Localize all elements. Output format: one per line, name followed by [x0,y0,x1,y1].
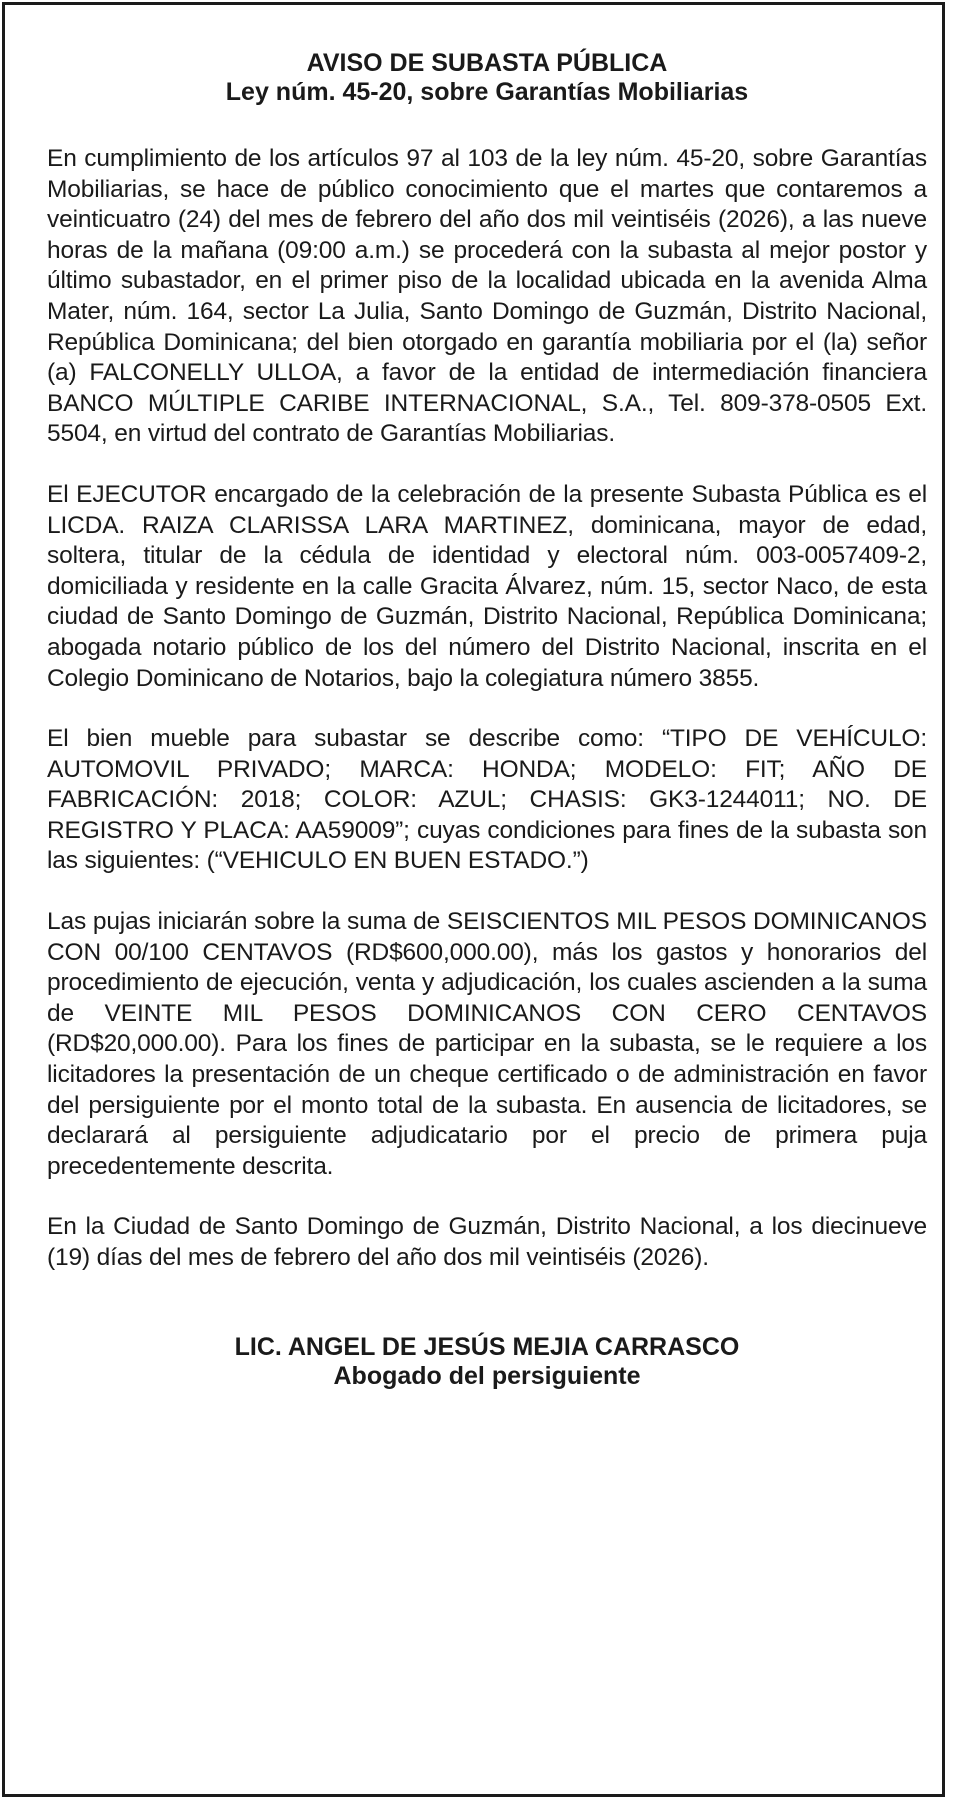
paragraph-executor: El EJECUTOR encargado de la celebración de la presente Subasta Pública es el LICDA. RAIZA CLARISSA LARA MARTINEZ, dominicana, mayor de edad, soltera, titular de la cédula de identidad y electoral núm. 003-0057409-2, domiciliada y residente en la calle Gracita Álvarez, núm. 15, sector Naco, de esta ciudad de Santo Domingo de Guzmán, Distrito Nacional, República Dominicana; abogada notario público de los del número del Distrito Nacional, inscrita en el Colegio Dominicano de Notarios, bajo la colegiatura número 3855. [47,480,927,692]
paragraph-date-place: En la Ciudad de Santo Domingo de Guzmán, Distrito Nacional, a los diecinueve (19) días del mes de febrero del año dos mil veintiséis (2026). [47,1213,927,1271]
signature-role: Abogado del persiguiente [333,1361,641,1390]
notice-body [47,144,927,1274]
paragraph-announcement: En cumplimiento de los artículos 97 al 103 de la ley núm. 45-20, sobre Garantías Mobiliarias, se hace de público conocimiento que el martes que contaremos a veinticuatro (24) del mes de febrero del año dos mil veintiséis (2026), a las nueve horas de la mañana (09:00 a.m.) se procederá con la subasta al mejor postor y último subastador, en el primer piso de la localidad ubicada en la avenida Alma Mater, núm. 164, sector La Julia, Santo Domingo de Guzmán, Distrito Nacional, República Dominicana; del bien otorgado en garantía mobiliaria por el (la) señor (a) FALCONELLY ULLOA, a favor de la entidad de intermediación financiera BANCO MÚLTIPLE CARIBE INTERNACIONAL, S.A., Tel. 809-378-0505 Ext. 5504, en virtud del contrato de Garantías Mobiliarias. [47,145,927,448]
signature-block [47,1333,927,1391]
paragraph-bidding-terms: Las pujas iniciarán sobre la suma de SEISCIENTOS MIL PESOS DOMINICANOS CON 00/100 CENTAVOS (RD$600,000.00), más los gastos y honorarios del procedimiento de ejecución, venta y adjudicación, los cuales ascienden a la suma de VEINTE MIL PESOS DOMINICANOS CON CERO CENTAVOS (RD$20,000.00). Para los fines de participar en la subasta, se le requiere a los licitadores la presentación de un cheque certificado o de administración en favor del persiguiente por el monto total de la subasta. En ausencia de licitadores, se declarará al persiguiente adjudicatario por el precio de primera puja precedentemente descrita. [47,908,927,1180]
notice-subtitle: Ley núm. 45-20, sobre Garantías Mobiliarias [225,78,749,106]
paragraph-vehicle-description: El bien mueble para subastar se describe como: “TIPO DE VEHÍCULO: AUTOMOVIL PRIVADO; MARCA: HONDA; MODELO: FIT; AÑO DE FABRICACIÓN: 2018; COLOR: AZUL; CHASIS: GK3-1244011; NO. DE REGISTRO Y PLACA: AA59009”; cuyas condiciones para fines de la subasta son las siguientes: (“VEHICULO EN BUEN ESTADO.”) [47,725,927,875]
notice-title: AVISO DE SUBASTA PÚBLICA [306,49,668,77]
notice-border [2,2,945,1797]
notice-content [47,49,927,1391]
signature-name: LIC. ANGEL DE JESÚS MEJIA CARRASCO [234,1332,740,1361]
notice-heading [47,49,927,107]
